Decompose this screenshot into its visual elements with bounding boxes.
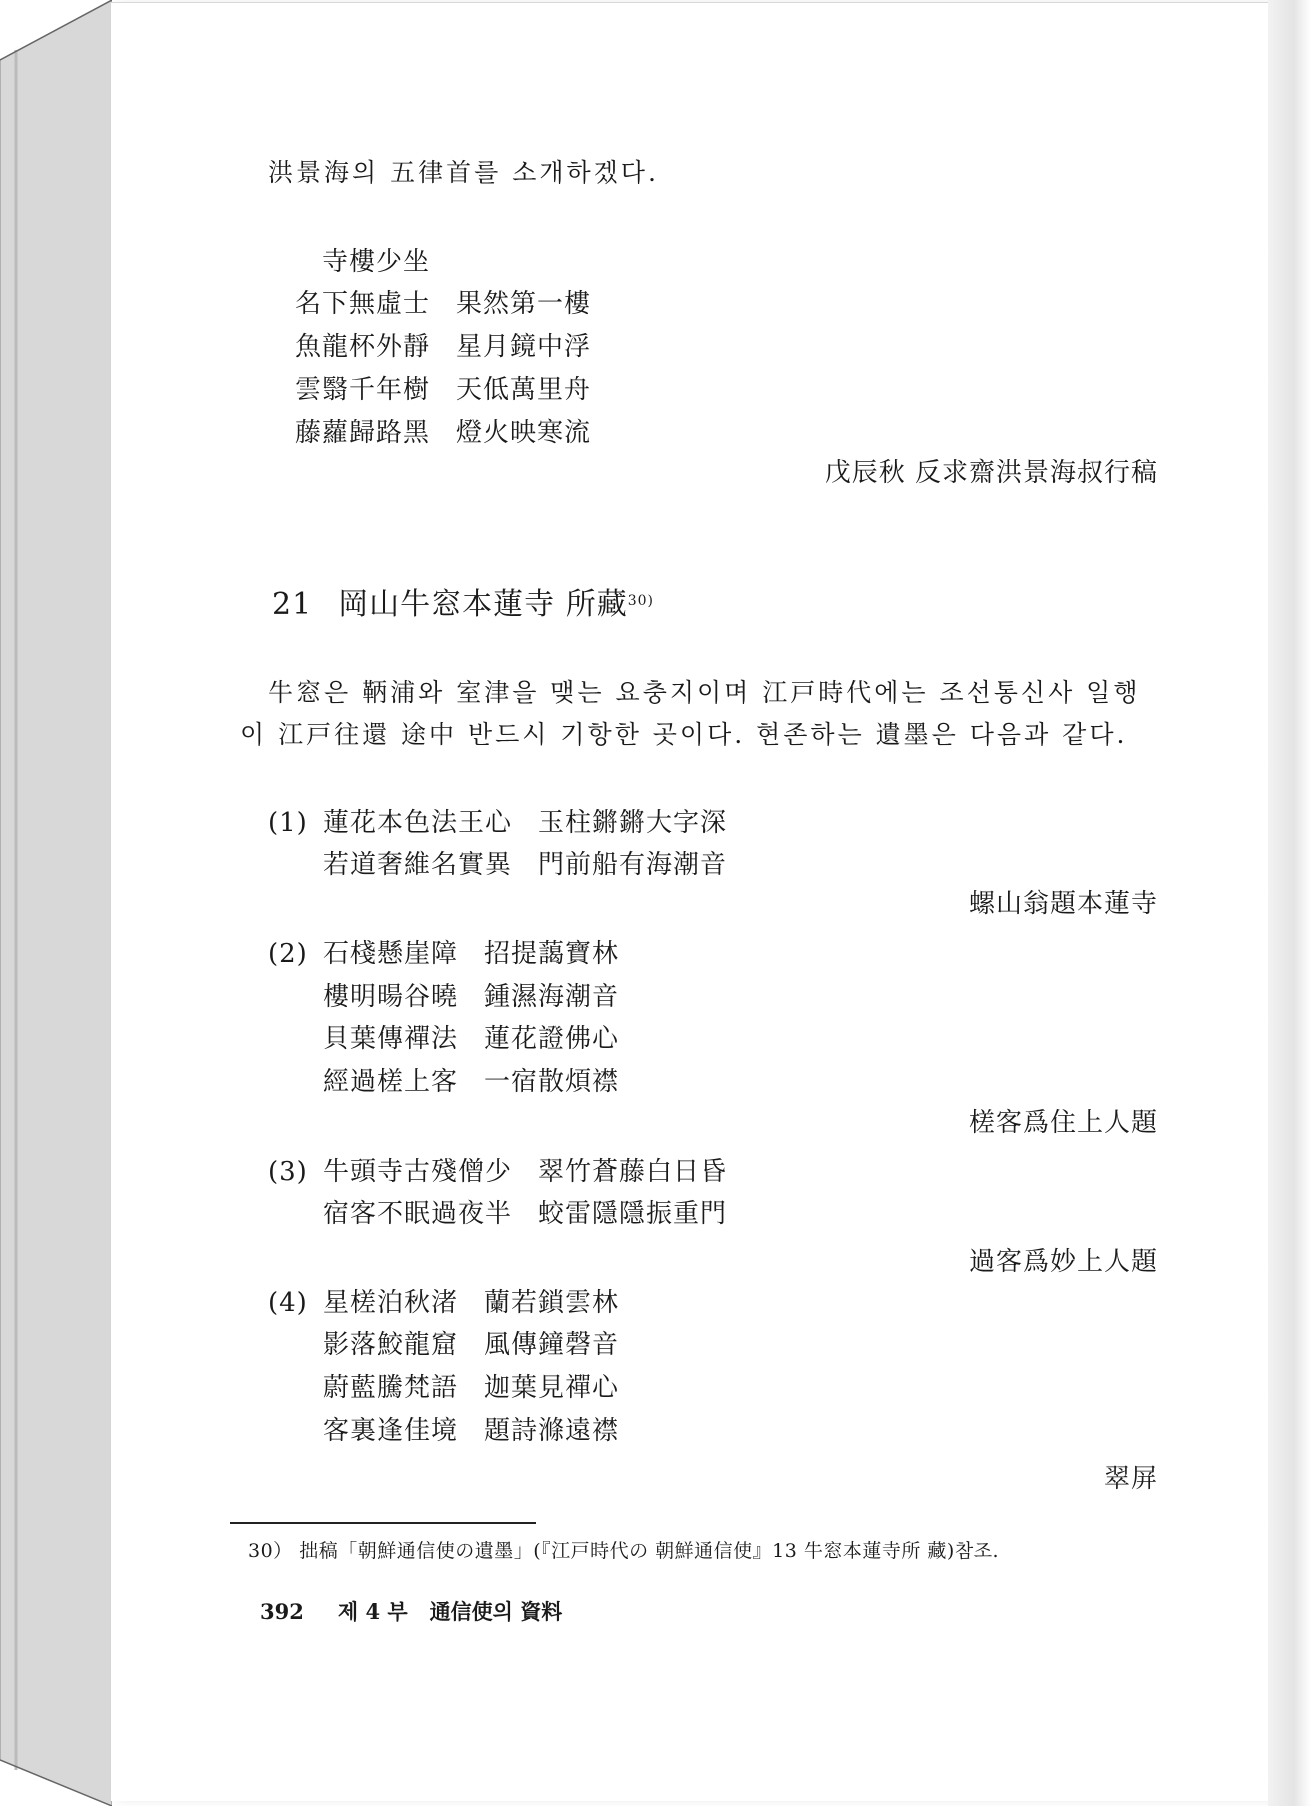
item-3-line-2 [323, 1199, 727, 1229]
item-2-line-3-a: 貝葉傳禪法 [323, 1024, 459, 1054]
item-1-line-2-b: 門前船有海潮音 [538, 850, 728, 880]
item-4-line-4 [323, 1416, 619, 1446]
item-1-line-1-b: 玉柱鏘鏘大字深 [538, 808, 728, 838]
item-3-number: (3) [268, 1157, 308, 1187]
item-2-line-3 [323, 1024, 619, 1054]
poem1-line-2-a: 魚龍杯外靜 [295, 332, 431, 362]
item-4-line-2-a: 影落鮫龍窟 [323, 1330, 459, 1360]
item-2-line-4 [323, 1067, 619, 1097]
item-4-signature: 翠屏 [1103, 1464, 1158, 1494]
poem1-line-2-b: 星月鏡中浮 [456, 332, 592, 362]
poem1-line-1-a: 名下無虛士 [295, 289, 431, 319]
paragraph-line-1: 牛窓은 鞆浦와 室津을 맺는 요충지이며 江戸時代에는 조선통신사 일행 [268, 678, 1141, 707]
item-4-line-3-a: 蔚藍騰梵語 [323, 1373, 459, 1403]
footnote-rule [230, 1522, 536, 1524]
item-4-line-4-b: 題詩滌遠襟 [484, 1416, 620, 1446]
item-4-line-1 [323, 1288, 619, 1318]
part-title: 通信使의 資料 [429, 1599, 563, 1624]
item-4-line-2 [323, 1330, 619, 1360]
item-1-line-1 [323, 808, 727, 838]
poem1-line-2 [295, 332, 591, 362]
item-3-line-1-a: 牛頭寺古殘僧少 [323, 1157, 513, 1187]
section-title: 岡山牛窓本蓮寺 所藏 [338, 587, 628, 622]
item-2-signature: 槎客爲住上人題 [968, 1108, 1158, 1138]
item-4-line-3-b: 迦葉見禪心 [484, 1373, 620, 1403]
item-1-line-2-a: 若道奢維名實異 [323, 850, 513, 880]
item-4-line-1-b: 蘭若鎖雲林 [484, 1288, 620, 1318]
item-4-line-2-b: 風傳鐘磬音 [484, 1330, 620, 1360]
poem1-line-4-b: 燈火映寒流 [456, 418, 592, 448]
page-edge-shade [1268, 0, 1311, 1806]
item-2-line-4-b: 一宿散煩襟 [484, 1067, 620, 1097]
poem1-line-3-a: 雲翳千年樹 [295, 375, 431, 405]
item-2-line-1-b: 招提藹寶林 [484, 939, 620, 969]
poem1-line-1 [295, 289, 591, 319]
item-3-line-1 [323, 1157, 727, 1187]
item-2-line-2-a: 樓明暘谷曉 [323, 982, 459, 1012]
poem1-line-1-b: 果然第一樓 [456, 289, 592, 319]
intro-line: 洪景海의 五律首를 소개하겠다. [268, 158, 659, 187]
poem1-line-4-a: 藤蘿歸路黑 [295, 418, 431, 448]
item-2-line-1-a: 石棧懸崖障 [323, 939, 459, 969]
part-label: 제 4 부 [337, 1599, 408, 1624]
poem1-signature: 戊辰秋 反求齋洪景海叔行稿 [824, 458, 1158, 488]
item-4-number: (4) [268, 1288, 308, 1318]
item-1-signature: 螺山翁題本蓮寺 [968, 889, 1158, 919]
item-1-number: (1) [268, 808, 308, 838]
section-number: 21 [272, 587, 313, 622]
item-3-signature: 過客爲妙上人題 [968, 1247, 1158, 1277]
item-1-line-2 [323, 850, 727, 880]
item-3-line-2-a: 宿客不眠過夜半 [323, 1199, 513, 1229]
page-footer [260, 1599, 562, 1625]
poem1-line-3 [295, 375, 591, 405]
item-3-line-1-b: 翠竹蒼藤白日昏 [538, 1157, 728, 1187]
item-2-line-2-b: 鍾濕海潮音 [484, 982, 620, 1012]
footnote-ref: 30) [627, 593, 655, 609]
section-heading [272, 587, 654, 623]
footnote: 30） 拙稿「朝鮮通信使の遺墨」(『江戸時代の 朝鮮通信使』13 牛窓本蓮寺所 藏)참조. [248, 1540, 1000, 1562]
item-4-line-1-a: 星槎泊秋渚 [323, 1288, 459, 1318]
item-3-line-2-b: 蛟雷隱隱振重門 [538, 1199, 728, 1229]
item-1-line-1-a: 蓮花本色法王心 [323, 808, 513, 838]
poem1-line-4 [295, 418, 591, 448]
item-2-line-4-a: 經過槎上客 [323, 1067, 459, 1097]
page-number: 392 [260, 1599, 304, 1624]
poem1-title: 寺樓少坐 [322, 247, 431, 277]
item-2-line-2 [323, 982, 619, 1012]
item-4-line-4-a: 客裏逢佳境 [323, 1416, 459, 1446]
paragraph-line-2: 이 江戸往還 途中 반드시 기항한 곳이다. 현존하는 遺墨은 다음과 같다. [240, 720, 1128, 749]
item-4-line-3 [323, 1373, 619, 1403]
item-2-line-3-b: 蓮花證佛心 [484, 1024, 620, 1054]
item-2-line-1 [323, 939, 619, 969]
poem1-line-3-b: 天低萬里舟 [456, 375, 592, 405]
item-2-number: (2) [268, 939, 308, 969]
book-spine [0, 0, 112, 1806]
